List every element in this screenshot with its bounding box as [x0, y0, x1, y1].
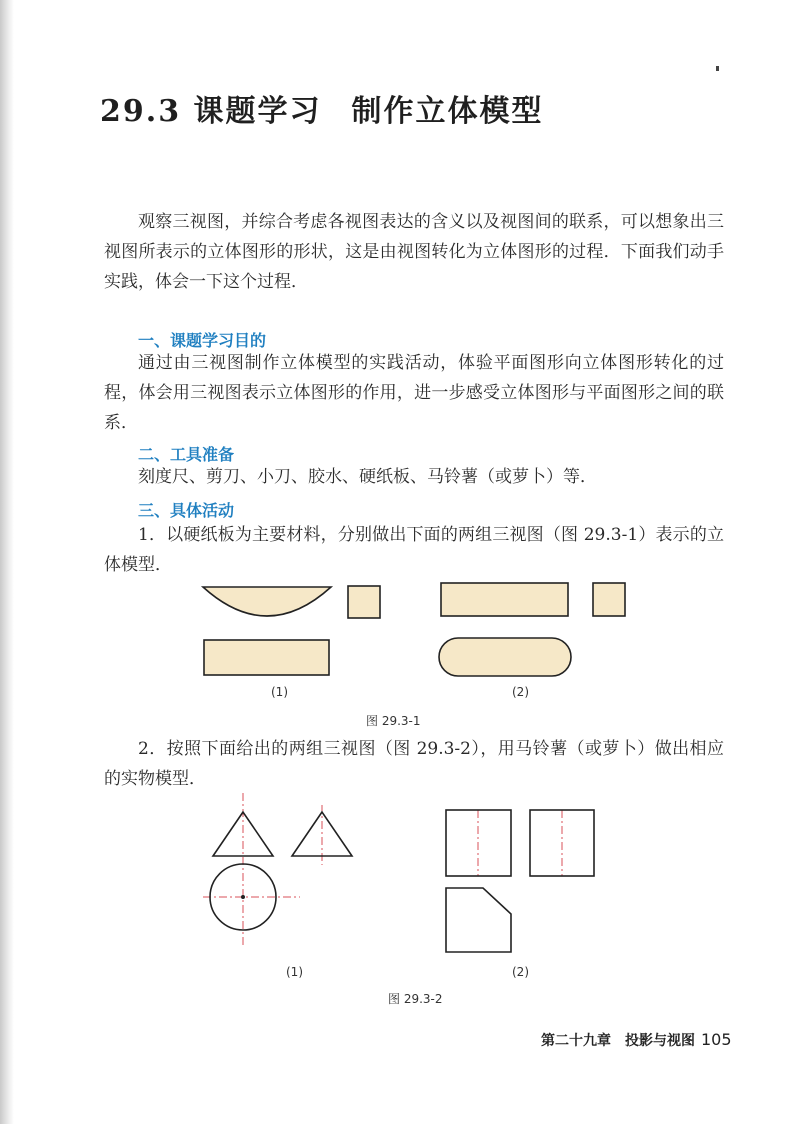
page-number: 105 [701, 1030, 732, 1049]
tools-paragraph: 刻度尺、剪刀、小刀、胶水、硬纸板、马铃薯（或萝卜）等． [138, 467, 597, 487]
fig2b-top-pentagon [446, 888, 511, 952]
heading-purpose: 一、课题学习目的 [138, 331, 267, 350]
fig2-label-a: (1) [286, 965, 303, 979]
fig1-label-b: (2) [512, 685, 529, 699]
page-footer [541, 1030, 732, 1050]
footer-chapter: 第二十九章 投影与视图 [541, 1033, 695, 1049]
fig1-label-a: (1) [271, 685, 288, 699]
title-sub: 制作立体模型 [351, 94, 544, 129]
fig2-caption: 图 29.3-2 [388, 992, 443, 1006]
fig2a-center-point [241, 895, 245, 899]
activity-2-paragraph: 2．按照下面给出的两组三视图（图 29.3-2），用马铃薯（或萝卜）做出相应的实物模型． [104, 739, 724, 789]
heading-activities: 三、具体活动 [138, 501, 235, 520]
title-number: 29.3 [100, 94, 182, 129]
intro-paragraph: 观察三视图，并综合考虑各视图表达的含义以及视图间的联系，可以想象出三视图所表示的立体图形的形状，这是由视图转化为立体图形的过程．下面我们动手实践，体会一下这个过程． [104, 212, 724, 292]
fig2-label-b: (2) [512, 965, 529, 979]
heading-tools: 二、工具准备 [138, 445, 235, 464]
purpose-paragraph: 通过由三视图制作立体模型的实践活动，体验平面图形向立体图形转化的过程，体会用三视图表示立体图形的作用，进一步感受立体图形与平面图形之间的联系． [104, 353, 724, 433]
fig2a-front-triangle [213, 812, 273, 856]
fig1-caption: 图 29.3-1 [366, 714, 421, 728]
activity-1-paragraph: 1．以硬纸板为主要材料，分别做出下面的两组三视图（图 29.3-1）表示的立体模型． [104, 525, 724, 575]
title-text: 课题学习 [193, 94, 322, 129]
centerlines [203, 793, 562, 948]
